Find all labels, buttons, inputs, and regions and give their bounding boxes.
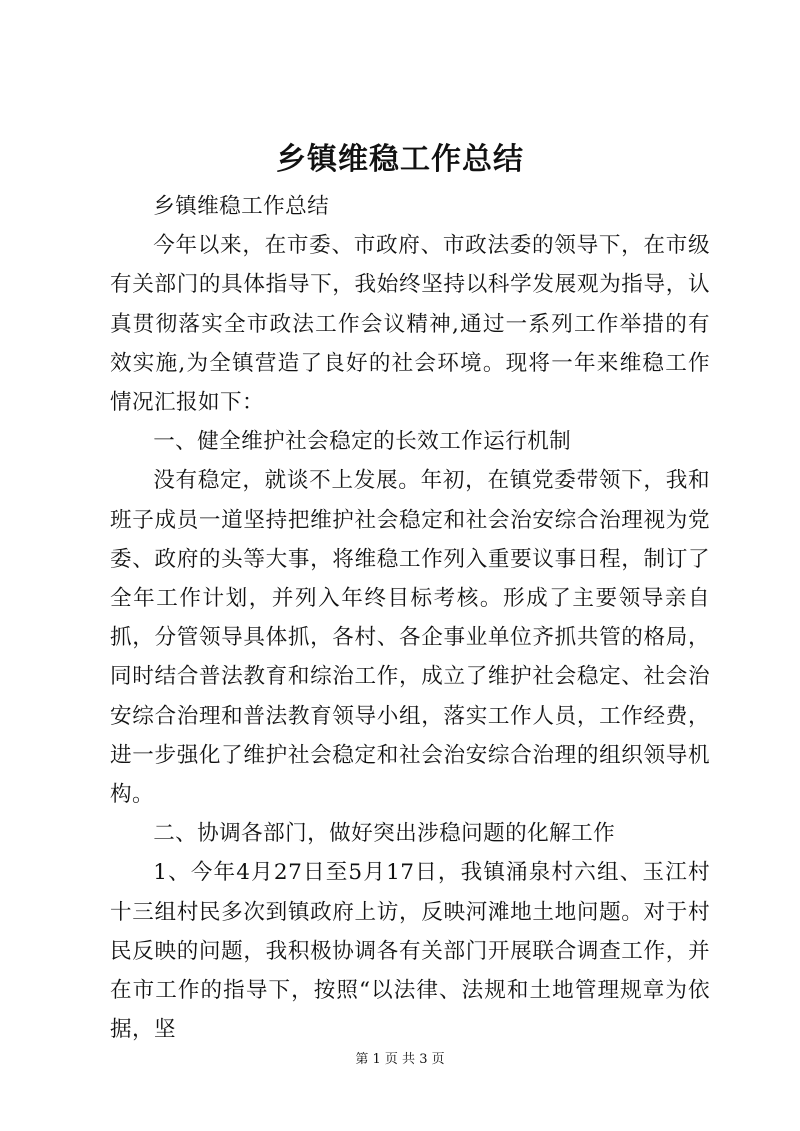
subtitle-paragraph: 乡镇维稳工作总结 <box>153 194 330 219</box>
document-title: 乡镇维稳工作总结 <box>276 142 524 177</box>
section-heading-1: 一、健全维护社会稳定的长效工作运行机制 <box>153 429 572 455</box>
section-heading-2: 二、协调各部门，做好突出涉稳问题的化解工作 <box>153 821 616 847</box>
section-2-paragraph: 1、今年4月27日至5月17日，我镇涌泉村六组、玉江村十三组村民多次到镇政府上访，反映河滩地土地问题。对于村民反映的问题，我积极协调各有关部门开展联合调查工作，并在市工作的指导下，按照“以法律、法规和土地管理规章为依据，坚 <box>110 860 710 1043</box>
page-footer: 第 1 页 共 3 页 <box>355 1052 445 1067</box>
section-1-paragraph: 没有稳定，就谈不上发展。年初，在镇党委带领下，我和班子成员一道坚持把维护社会稳定和社会治安综合治理视为党委、政府的头等大事，将维稳工作列入重要议事日程，制订了全年工作计划，并列入年终目标考核。形成了主要领导亲自抓，分管领导具体抓，各村、各企事业单位齐抓共管的格局，同时结合普法教育和综治工作，成立了维护社会稳定、社会治安综合治理和普法教育领导小组，落实工作人员，工作经费，进一步强化了维护社会稳定和社会治安综合治理的组织领导机构。 <box>110 468 710 808</box>
document-body <box>110 187 710 1049</box>
intro-paragraph: 今年以来，在市委、市政府、市政法委的领导下，在市级有关部门的具体指导下，我始终坚持以科学发展观为指导，认真贯彻落实全市政法工作会议精神,通过一系列工作举措的有效实施,为全镇营造了良好的社会环境。现将一年来维稳工作情况汇报如下： <box>110 233 710 416</box>
